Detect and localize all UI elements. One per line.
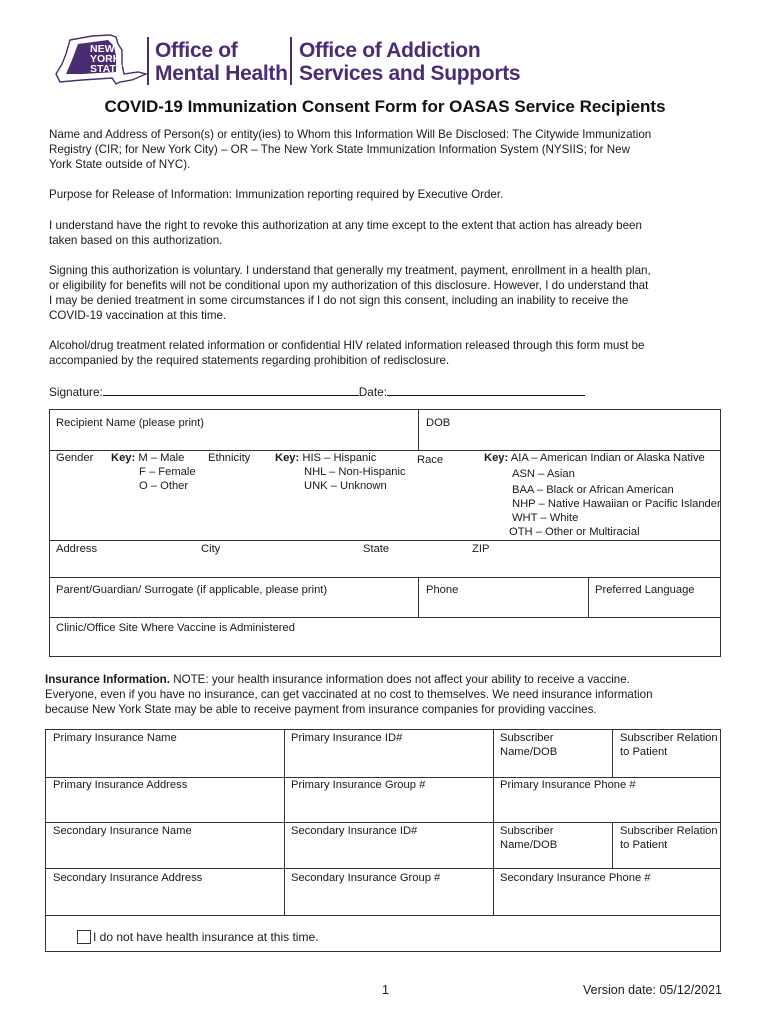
date-label: Date:	[358, 385, 387, 399]
ethnicity-key: Key: HIS – Hispanic NHL – Non-Hispanic UNK – Unknown	[275, 452, 406, 492]
primary-insurance-id-field[interactable]: Primary Insurance ID#	[291, 732, 403, 744]
table-divider	[612, 729, 613, 777]
version-date: Version date: 05/12/2021	[583, 983, 723, 997]
clinic-site-field[interactable]: Clinic/Office Site Where Vaccine is Administered	[56, 622, 295, 634]
secondary-insurance-phone-field[interactable]: Secondary Insurance Phone #	[500, 872, 651, 884]
secondary-insurance-group-field[interactable]: Secondary Insurance Group #	[291, 872, 441, 884]
signature-line	[49, 384, 585, 399]
no-insurance-label: I do not have health insurance at this time.	[93, 930, 319, 944]
table-divider	[49, 577, 721, 578]
guardian-field[interactable]: Parent/Guardian/ Surrogate (if applicable, please print)	[56, 584, 328, 596]
table-divider	[588, 577, 589, 617]
table-divider	[45, 822, 721, 823]
table-divider	[418, 577, 419, 617]
ethnicity-field[interactable]: Ethnicity	[208, 452, 251, 464]
page-number: 1	[382, 983, 389, 997]
oasas-logo-text: Office of Addiction Services and Supports	[299, 39, 521, 85]
secondary-insurance-address-field[interactable]: Secondary Insurance Address	[53, 872, 203, 884]
purpose-paragraph: Purpose for Release of Information: Immunization reporting required by Executive Order.	[49, 188, 504, 201]
primary-insurance-phone-field[interactable]: Primary Insurance Phone #	[500, 779, 636, 791]
secondary-insurance-id-field[interactable]: Secondary Insurance ID#	[291, 825, 418, 837]
date-field[interactable]	[387, 384, 585, 396]
secondary-insurance-name-field[interactable]: Secondary Insurance Name	[53, 825, 192, 837]
secondary-relation-field[interactable]: Subscriber Relation to Patient	[620, 825, 718, 851]
signature-field[interactable]	[103, 384, 359, 396]
race-key: Key: AIA – American Indian or Alaska Native ASN – Asian BAA – Black or African American NHP – Native Hawaiian or Pacific Islander WHT – White OTH – Other or Multiracial	[484, 452, 721, 538]
table-divider	[49, 540, 721, 541]
insurance-note: Insurance Information. NOTE: your health insurance information does not affect your ability to receive a vaccine. Everyone, even if you have no insurance, can get vaccinated at no cost to themselves. We need insurance information because New York State may be able to receive payment from insurance companies for providing vaccines.	[45, 673, 653, 716]
table-divider	[418, 409, 419, 450]
state-field[interactable]: State	[363, 543, 390, 555]
redisclosure-paragraph: Alcohol/drug treatment related information or confidential HIV related information released through this form must be accompanied by the required statements regarding prohibition of redisclosure.	[49, 339, 645, 367]
primary-insurance-name-field[interactable]: Primary Insurance Name	[53, 732, 177, 744]
primary-insurance-address-field[interactable]: Primary Insurance Address	[53, 779, 188, 791]
recipient-name-field[interactable]: Recipient Name (please print)	[56, 417, 204, 429]
table-divider	[49, 617, 721, 618]
primary-insurance-group-field[interactable]: Primary Insurance Group #	[291, 779, 426, 791]
zip-field[interactable]: ZIP	[472, 543, 490, 555]
gender-key: Key: M – Male F – Female O – Other	[111, 452, 196, 492]
logo-divider	[147, 37, 149, 85]
primary-relation-field[interactable]: Subscriber Relation to Patient	[620, 732, 718, 758]
phone-field[interactable]: Phone	[426, 584, 459, 596]
revoke-paragraph: I understand have the right to revoke this authorization at any time except to the extent that action has already been taken based on this authorization.	[49, 219, 642, 247]
logo-divider	[290, 37, 292, 85]
race-field[interactable]: Race	[417, 454, 444, 466]
nys-logo-text: NEW YORK STATE	[90, 43, 123, 75]
preferred-language-field[interactable]: Preferred Language	[595, 584, 695, 596]
primary-subscriber-field[interactable]: Subscriber Name/DOB	[500, 732, 558, 758]
secondary-subscriber-field[interactable]: Subscriber Name/DOB	[500, 825, 558, 851]
form-title: COVID-19 Immunization Consent Form for OASAS Service Recipients	[104, 97, 666, 116]
signature-label: Signature:	[49, 385, 103, 399]
gender-field[interactable]: Gender	[56, 452, 94, 464]
table-divider	[45, 868, 721, 869]
voluntary-paragraph: Signing this authorization is voluntary. I understand that generally my treatment, payment, enrollment in a health plan, or eligibility for benefits will not be conditional upon my authorization of this disclosure. However, I do understand that I may be denied treatment in some circumstances if I do not sign this consent, including an inability to receive the COVID-19 vaccination at this time.	[49, 264, 651, 322]
address-field[interactable]: Address	[56, 543, 98, 555]
table-divider	[45, 915, 721, 916]
no-insurance-checkbox[interactable]	[77, 930, 91, 944]
disclosure-paragraph: Name and Address of Person(s) or entity(ies) to Whom this Information Will Be Disclosed: The Citywide Immunization Registry (CIR; for New York City) – OR – The New York State Immunization Information System (NYSIIS; for New York State outside of NYC).	[49, 128, 652, 171]
city-field[interactable]: City	[201, 543, 221, 555]
dob-field[interactable]: DOB	[426, 417, 451, 429]
table-divider	[612, 822, 613, 868]
omh-logo-text: Office of Mental Health	[155, 39, 288, 85]
